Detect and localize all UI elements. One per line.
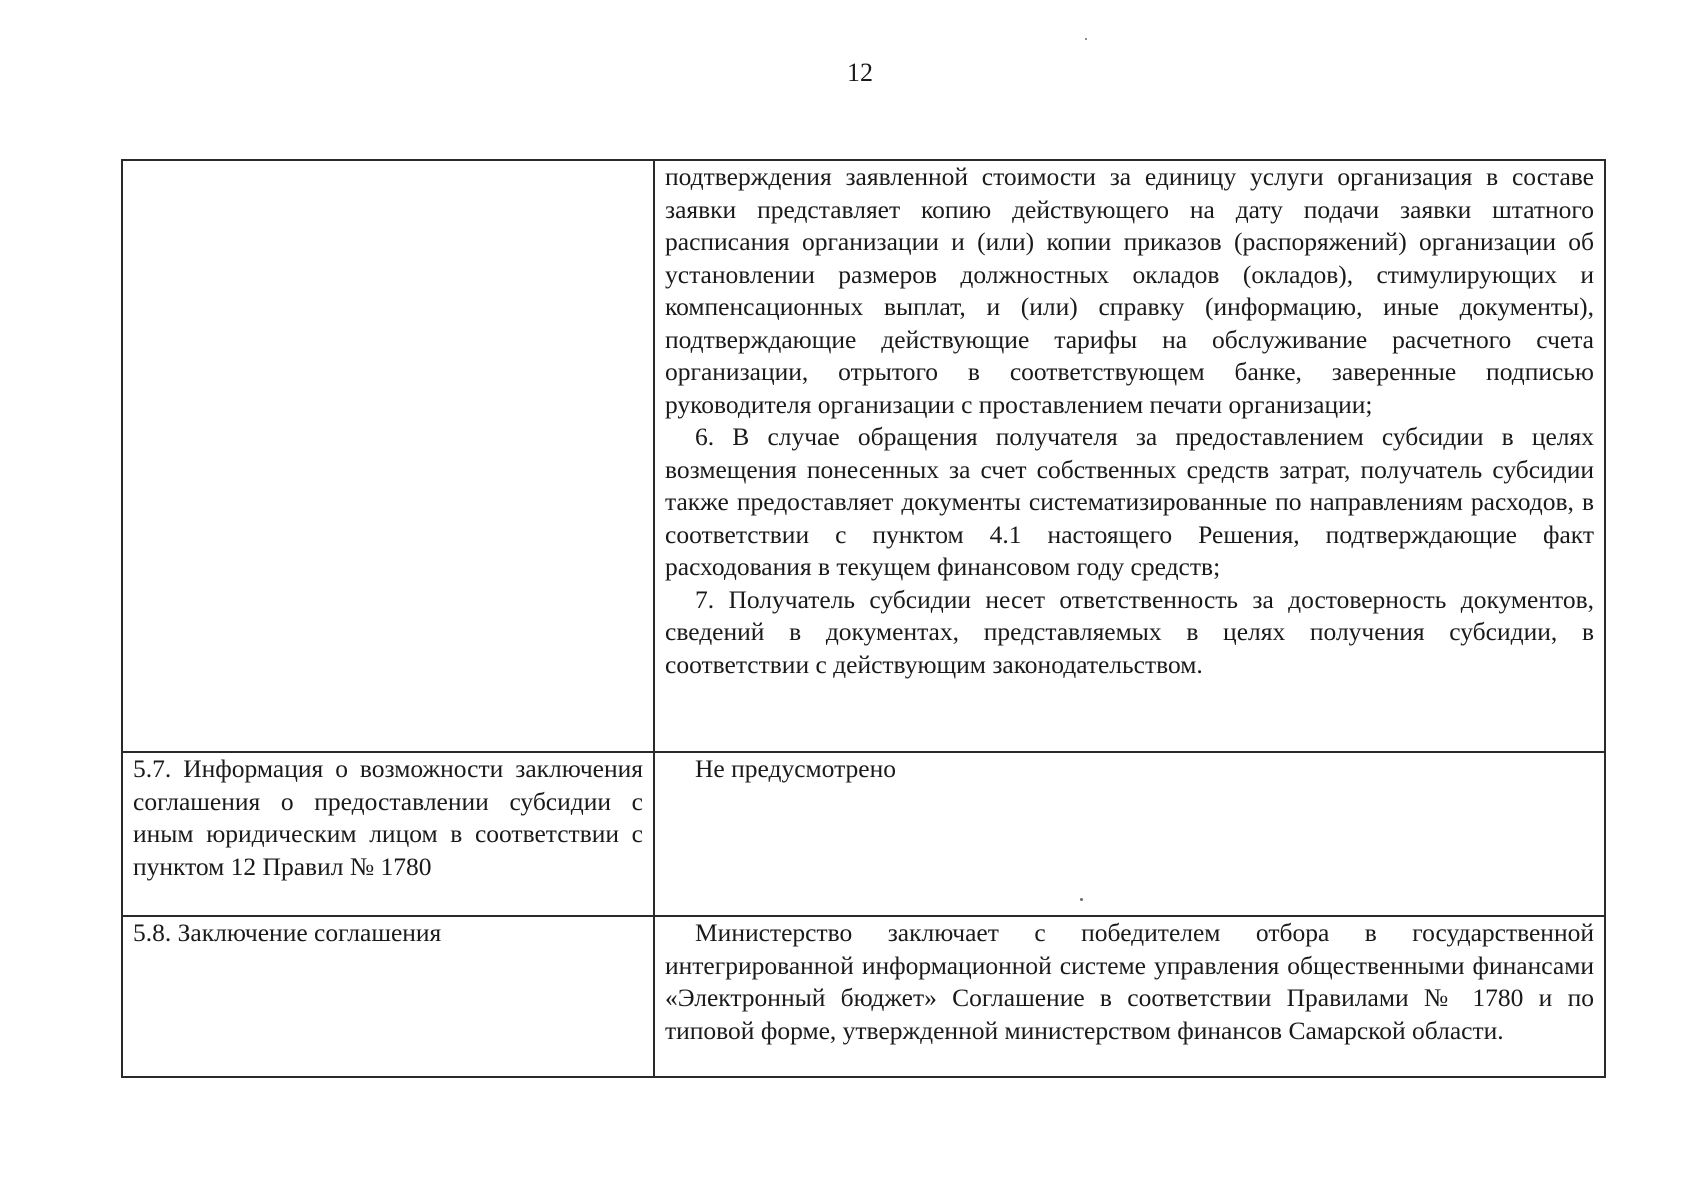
table-row [122, 160, 1605, 752]
page-number: 12 [847, 58, 873, 87]
table-cell-left-empty [122, 160, 654, 752]
table-row [122, 916, 1605, 1077]
row-value-5-7: Не предусмотрено [695, 754, 896, 783]
table-cell-right [654, 160, 1605, 752]
scan-artifact [1085, 38, 1087, 40]
table-cell-right [654, 752, 1605, 916]
paragraph-item-7: 7. Получатель субсидии несет ответственность за достоверность документов, сведений в документах, представляемых в целях получения субсидии, в соответствии с действующим законодательством. [665, 584, 1594, 679]
row-value-5-8: Министерство заключает с победителем отбора в государственной интегрированной информационной системе управления общественными финансами «Электронный бюджет» Соглашение в соответствии Правилами № 1780 и по типовой форме, утвержденной министерством финансов Самарской области. [665, 918, 1594, 1045]
document-table [121, 159, 1606, 1078]
row-heading-5-8: 5.8. Заключение соглашения [122, 916, 654, 1077]
table-row [122, 752, 1605, 916]
paragraph-item-6: 6. В случае обращения получателя за предоставлением субсидии в целях возмещения понесенных за счет собственных средств затрат, получатель субсидии также предоставляет документы систематизированные по направлениям расходов, в соответствии с пунктом 4.1 настоящего Решения, подтверждающие факт расходования в текущем финансовом году средств; [665, 422, 1594, 581]
paragraph-continuation: подтверждения заявленной стоимости за единицу услуги организация в составе заявки представляет копию действующего на дату подачи заявки штатного расписания организации и (или) копии приказов (распоряжений) организации об установлении размеров должностных окладов (окладов), стимулирующих и компенсационных выплат, и (или) справку (информацию, иные документы), подтверждающие действующие тарифы на обслуживание расчетного счета организации, отрытого в соответствующем банке, заверенные подписью руководителя организации с проставлением печати организации; [665, 162, 1594, 419]
table-cell-right [654, 916, 1605, 1077]
scan-artifact [1080, 898, 1083, 901]
row-heading-5-7: 5.7. Информация о возможности заключения соглашения о предоставлении субсидии с иным юридическим лицом в соответствии с пунктом 12 Правил № 1780 [122, 752, 654, 916]
